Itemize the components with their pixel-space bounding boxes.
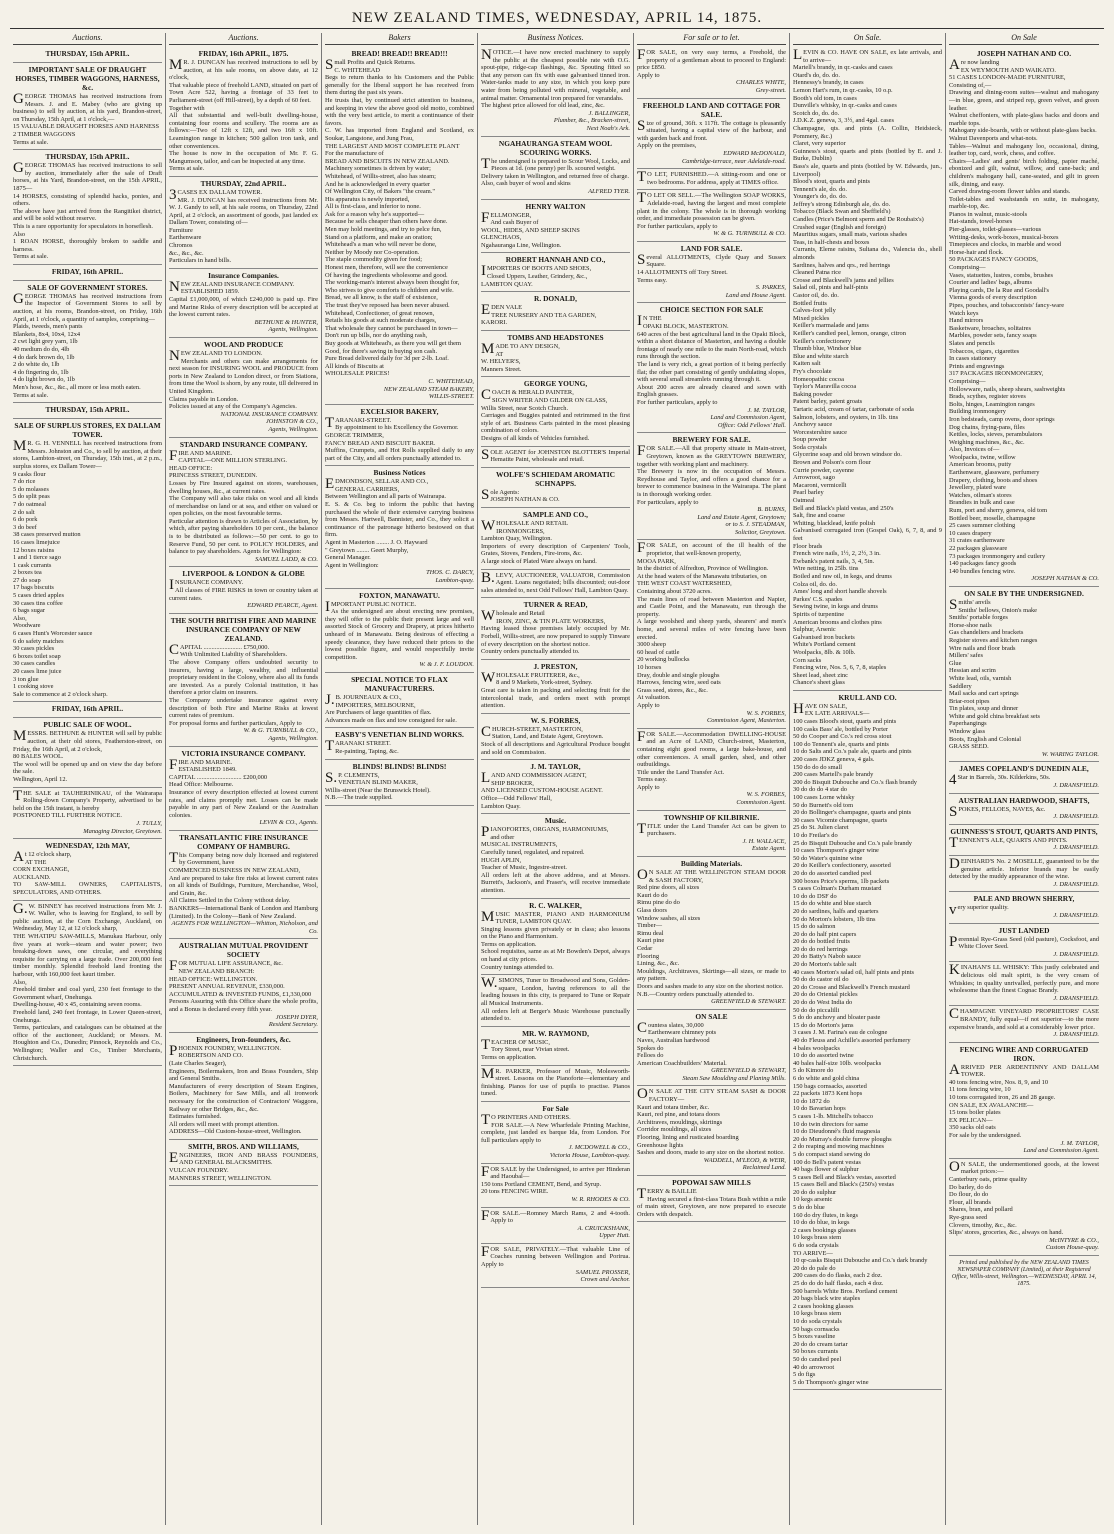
- advertisement: [169, 1033, 318, 1140]
- ad-signature: J. BALLINGER, Plumber, &c., Bracken-street, Next Noah's Ark.: [553, 109, 630, 132]
- ad-body: FOR SALE, on account of the ill health of the proprietor, that well-known property, MOOA PARK, In the district of Alfredton, Province of Wellington. At the head waters of the Manawatu tributaries, on THE WEST COAST WATERSHED, Containing about 3720 acres. The main lines of road between Masterton and Napier, and Castle Point, and the Manawatu, run through the property. A large woolshed and sheep yards, shearers' and men's home, and several miles of wire fencing have been erected. 3000 sheep 60 head of cattle 20 working bullocks 10 horses Dray, double and single ploughs Harrows, fencing wire, seed oats Grass seed, stores, &c., &c. At valuation. Apply to: [637, 540, 786, 709]
- ad-signature: C. WHITEHEAD, NEW ZEALAND STEAM BAKERY, WILLIS-STREET.: [383, 377, 474, 401]
- column: [790, 33, 946, 1525]
- advertisement: [481, 1102, 630, 1164]
- ad-title: J. PRESTON,: [533, 661, 578, 671]
- advertisement: [169, 939, 318, 1032]
- ad-body: ON SALE AT THE WELLINGTON STEAM DOOR & SASH FACTORY, Red pine doors, all sizes Kauri do do Rimu pine do do Glass doors Window sashes, all sizes Timber— Rimu deal Kauri pine Cedar Flooring Lining, &c., &c. Mouldings, Architraves, Skirtings—all sizes, or made to any pattern. Doors and sashes made to any size on the shortest notice. N.B.—Country orders punctually attended to.: [637, 867, 786, 998]
- advertisement: [637, 99, 786, 170]
- ad-title: LAND FOR SALE.: [680, 243, 743, 253]
- ad-body: Small Profits and Quick Returns. C. WHITEHEAD Begs to return thanks to his Customers and the Public generally for the liberal support he has received from them during the past six years. He trusts that, by continued strict attention to business, and keeping in view the above good old motto, combined with the very best article, to merit a continuance of their favors. C. W. has imported from England and Scotland, ex Soukar, Langstone, and Jung Frau, THE LARGEST AND MOST COMPLETE PLANT For the manufacture of BREAD AND BISCUITS IN NEW ZEALAND. Machinery sometimes is driven by water; Whitehead, of Willis-street, also has steam; And he is acknowledged in every quarter Of Wellington City, of Bakers "the cream." His apparatus is newly imported, All is first-class, and inferior to none. Ask for a reason why he's supported— Because he sells cheaper than others have done. Men may hold meetings, and try to pelce fun, Stand on a platform, and make an oration; Whitehead's a man who will never be done, Neither by Moody nor Co-operation. The staple commodity given for food; Honest men, therefore, will see the convenience Of having the ingredients wholesome and good. The working-man's interest always been thought for, Who strives to give comforts to children and wife. Bread, we all know, is the staff of existence, The trust they've reposed has been never abused. Whitehead, Confectioner, of great renown, Retails his goods at such moderate charges, That wholesale they cannot be purchased in town— Don't run up bills, nor do anything rash, Buy goods at Whitehead's, as there you will get them Good, for there's saving in buying son cash. Pure Bread delivered daily for 3d per 2-lb. Loaf. All kinds of Biscuits at WHOLESALE PRICES!: [325, 57, 474, 378]
- section-heading: On Sale.: [793, 33, 942, 45]
- ad-body: Several ALLOTMENTS, Clyde Quay and Sussex Square. 14 ALLOTMENTS off Tory Street. Terms easy.: [637, 251, 786, 284]
- advertisement: [13, 281, 162, 403]
- ad-title: R. DONALD,: [534, 294, 577, 304]
- advertisement: [13, 901, 162, 1066]
- advertisement: [481, 508, 630, 570]
- ad-body: FOR SALE.—All that property situate in Main-street, Greytown, known as the GREYTOWN BREWERY, together with working plant and machinery. The Brewery is now in the occupation of Messrs. Reydhouse and Taylor, and offers a good chance for a brewer to commence business in the Wairarapa. The plant is in thorough working order. For particulars, apply to: [637, 443, 786, 506]
- ad-title: THURSDAY, 15th APRIL.: [45, 49, 130, 58]
- ad-body: LAND AND COMMISSION AGENT, SHIP BROKER, AND LICENSED CUSTOM-HOUSE AGENT. Office—Odd Fellows' Hall, Lambton Quay.: [481, 770, 603, 810]
- ad-signature: W. & G. TURNBULL & CO., Agents, Wellington.: [243, 727, 318, 742]
- advertisement: [637, 1176, 786, 1222]
- ad-body: FIRE AND MARINE. ESTABLISHED 1849. CAPITAL ............................ £200,000 Head Office: Melbourne. Insurance of every description effected at lowest current rates, and claims promptly met. Losses can be made payable in any part of New Zealand or the Australian colonies.: [169, 756, 318, 819]
- ad-body: W.SIMONS, Tuner to Broadwood and Sons, Golden-square, London, having references to all the leading houses in this city, is prepared to Tune or Repair all Musical Instruments. All orders left at Berger's Music Warehouse punctually attended to.: [481, 975, 630, 1023]
- advertisement: [481, 200, 630, 254]
- ad-title: FREEHOLD LAND AND COTTAGE FOR SALE.: [642, 100, 781, 119]
- ad-signature: McINTYRE & CO., Custom House-quay.: [1045, 1236, 1099, 1252]
- ad-title: STANDARD INSURANCE COMPANY.: [179, 439, 308, 449]
- ad-body: WHOLESALE AND RETAIL IRONMONGERS, Lambton Quay, Wellington. Importers of every description of Carpenters' Tools, Grates, Stoves, Fenders, Fire-irons, &c. A large stock of Plated Ware always on hand.: [481, 517, 630, 565]
- ad-title: Business Notices: [373, 468, 426, 478]
- ad-title: JOSEPH NATHAN AND CO.: [976, 49, 1072, 58]
- advertisement: [325, 466, 474, 588]
- advertisement: [637, 47, 786, 99]
- ad-body: Wholesale and Retail IRON, ZINC, & TIN PLATE WORKERS, Having leased those premises lately occupied by Mr. Forbell, Willis-street, are now prepared to supply Tinware of every description on the shortest notice. Country orders punctually attended to.: [481, 608, 630, 656]
- ad-body: TARANAKI-STREET. By appointment to his Excellency the Governor. GEORGE TRIMMER, FANCY BREAD AND BISCUIT BAKER. Muffins, Crumpets, and Hot Rolls supplied daily to any part of the City, and all orders punctually attended to.: [325, 414, 474, 462]
- advertisement: [481, 814, 630, 898]
- ad-signature: SAMUEL PROSSER, Crown and Anchor.: [575, 1268, 630, 1284]
- advertisement: [949, 892, 1099, 923]
- ad-title: For Sale: [542, 1103, 569, 1113]
- ad-title: ON SALE BY THE UNDERSIGNED.: [964, 588, 1084, 598]
- ad-signature: EDWARD McDONALD, Cambridge-terrace, near Adelaide-road.: [681, 149, 786, 165]
- ad-body: very superior quality.: [949, 902, 1009, 919]
- section-heading: Bakers: [325, 33, 474, 45]
- section-heading: For sale or to let.: [637, 33, 786, 45]
- ad-title: TOWNSHIP OF KILBIRNIE.: [663, 812, 760, 822]
- column-container: [10, 33, 1104, 1525]
- ad-body: MUSIC MASTER, PIANO AND HARMONIUM TUNER, LAMBTON QUAY. Singing lessons given privately or in class; also lessons on the Piano and Harmonium. Terms on application. School requisites, same as at Mr Bowden's Depot, always on hand at city prices. Country tunings attended to.: [481, 908, 630, 971]
- masthead: NEW ZEALAND TIMES, WEDNESDAY, APRIL 14, 1875.: [10, 8, 1104, 29]
- ad-title: FOXTON, MANAWATU.: [359, 590, 440, 600]
- ad-body: IMPORTANT PUBLIC NOTICE. As the undersigned are about erecting new premises, they will offer to the public their present large and well assorted Stock of Grocery and Drapery, at prices hitherto unheard of in Manawatu. Being desirous of effecting a speedy clearance, they have reduced their prices to the lowest possible figure, and would respectfully invite competition.: [325, 598, 474, 661]
- advertisement: [637, 1010, 786, 1087]
- ad-signature: J. DRANSFIELD.: [1053, 994, 1099, 1002]
- advertisement: [637, 1086, 786, 1176]
- advertisement: [325, 728, 474, 759]
- ad-title: FRIDAY, 16th APRIL.: [51, 266, 124, 276]
- ad-body: Smiths' anvils Smiths' bellows, Onion's make Smiths' portable forges Horse-shoe nails Gas chandeliers and brackets Register stoves and kitchen ranges Wire nails and floor brads Millers' safes Glue Hessian and scrim White lead, oils, varnish Saddlery Mail sacks and cart springs Briar-root pipes Tin plates, soup and dinner White and gold china breakfast sets Paperhangings Window glass Boots, English and Colonial GRASS SEED.: [949, 596, 1041, 751]
- ad-body: ON SALE, the undermentioned goods, at the lowest market prices:— Canterbury oats, prime quality Do barley, do do Do flour, do do Flour, all brands Shares, bran, and pollard Rye-grass seed Clovers, timothy, &c., &c. Slips' stores, groceries, &c., always on hand.: [949, 1158, 1099, 1237]
- advertisement: [481, 1066, 630, 1102]
- advertisement: [637, 433, 786, 540]
- advertisement: [481, 660, 630, 714]
- column: [166, 33, 322, 1525]
- ad-title: JUST LANDED: [998, 925, 1050, 935]
- ad-body: FOR SALE by the Undersigned, to arrive per Hinderan and Haoubal— 150 tons Portland CEMENT, Bend, and Syrup. 20 tons FENCING WIRE.: [481, 1163, 630, 1196]
- advertisement: [13, 150, 162, 265]
- advertisement: [169, 1140, 318, 1186]
- advertisement: [637, 540, 786, 728]
- advertisement: [949, 924, 1099, 963]
- ad-body: INSURANCE COMPANY. All classes of FIRE RISKS in town or country taken at current rates.: [169, 577, 318, 602]
- ad-body: The undersigned is prepared to Scour Wool, Locks, and Pieces at 1d. (one penny) per lb. scoured weight. Delivery taken in Wellington, and returned free of charge. Also, cash buyer of wool and skins: [481, 155, 630, 188]
- ad-body: NEW ZEALAND TO LONDON. Merchants and others can make arrangements for next season for INSURING WOOL and PRODUCE from ports in New Zealand to London direct, or from Stations, from time the Wool is shorn, by any route, till delivered in United Kingdom. Claims payable in London. Policies issued at any of the Company's Agencies.: [169, 348, 318, 411]
- ad-body: FOR MUTUAL LIFE ASSURANCE, &c. NEW ZEALAND BRANCH: HEAD OFFICE: WELLINGTON. PRESENT ANNUAL REVENUE, £330,000. ACCUMULATED & INVESTED FUNDS, £1,330,000 Persons Assuring with this Office share the whole profits, and a Bonus is declared every fifth year.: [169, 958, 318, 1013]
- ad-signature: A. CRUICKSHANK, Upper Hutt.: [577, 1224, 630, 1240]
- advertisement: [13, 419, 162, 702]
- advertisement: [169, 47, 318, 177]
- ad-body: TENNENT'S ALE, QUARTS AND PINTS.: [949, 834, 1068, 851]
- advertisement: [481, 598, 630, 660]
- advertisement: [325, 760, 474, 806]
- advertisement: [169, 747, 318, 831]
- ad-body: Perennial Rye-Grass Seed (old pasture), Cocksfoot, and White Clover Seed.: [949, 933, 1099, 951]
- ad-body: SPOKES, FELLOES, NAVES, &c.: [949, 803, 1046, 820]
- ad-body: GEORGE THOMAS has received instructions from the Inspector of Government Stores to sell by auction, at his rooms, Brandon-street, on Friday, 16th April, at 1 o'clock, a quantity of samples, comprising— Plaids, tweeds, men's pants Blankets, 8x4, 10x4, 12x4 2 cwt light grey yarn, 1lb 40 medium do do, 4lb 4 do dark brown do, 1lb 2 do white do, 1lb 4 do fingering do, 1lb 4 do light brown do, 1lb Men's hose, &c., &c., all more or less moth eaten. Terms at sale.: [13, 290, 162, 399]
- ad-body: ARRIVED PER ARDENTINNY AND DALLAM TOWER. 40 tons fencing wire, Nos. 8, 9, and 10 11 tons fencing wire, 10 10 tons corrugated iron, 26 and 28 gauge. ON SALE, EX AVALANCHE— 15 tons boiler plates EX PELICAN— 350 sacks old oats For sale by the undersigned.: [949, 1061, 1099, 1140]
- advertisement: [169, 567, 318, 613]
- ad-body: KINAHAN'S LL WHISKY: This justly celebrated and delicious old malt spirit, is the very cream of Whiskies; in quality unrivalled, perfectly pure, and more wholesome than the finest Cognac Brandy.: [949, 962, 1099, 995]
- advertisement: [13, 63, 162, 150]
- advertisement: [481, 137, 630, 200]
- ad-signature: J. DRANSFIELD.: [1053, 1031, 1099, 1039]
- ad-title: R. C. WALKER,: [529, 900, 582, 910]
- advertisement: [949, 1006, 1099, 1042]
- ad-title: FRIDAY, 16th APRIL.: [51, 704, 124, 714]
- ad-signature: J. TULLY, Managing Director, Greytown.: [83, 819, 162, 835]
- ad-body: FOR SALE.—Romney March Rams, 2 and 4-tooth. Apply to: [481, 1207, 630, 1225]
- ad-title: CHOICE SECTION FOR SALE: [659, 305, 764, 315]
- advertisement: [481, 1027, 630, 1066]
- ad-title: GUINNESS'S STOUT, QUARTS AND PINTS,: [950, 826, 1098, 836]
- ad-title: Building Materials.: [680, 859, 743, 869]
- ad-signature: CHARLES WHITE, Grey-street.: [735, 79, 786, 94]
- ad-body: Countess slates, 30,000 Earthenware chimney pots Naves, Australian hardwood Spokes do Felloes do American Coachbuilders' Material.: [637, 1019, 727, 1067]
- ad-body: J.B. JOURNEAUX & CO., IMPORTERS, MELBOURNE, Are Purchasers of large quantities of flax. Advances made on flax and tow consigned for sale.: [325, 691, 457, 724]
- ad-title: THURSDAY, 15th APRIL.: [45, 405, 130, 415]
- ad-body: MR. G. H. VENNELL has received instructions from Messrs. Johnston and Co., to sell by auction, at their stores, Lambton-street, on Thursday, 15th inst., at 2 p.m., surplus stores, ex Dallam Tower— 9 casks flour 7 do rice 5 do molasses 5 do split peas 7 do oatmeal 2 do salt 6 do pork 3 do beef 38 cases preserved mutton 16 cases limejuice 12 boxes raisins 1 and 1 tierce sago 1 cask currants 2 boxes tea 27 do soap 17 bags biscuits 5 cases dried apples 30 cases tins coffee 6 bags sugar Also, Woodware 6 cases Hunt's Worcester sauce 6 do safety matches 30 cases pickles 6 boxes toilet soap 30 cases candles 20 cases lime juice 3 ton glue 1 cooking stove Sale to commence at 2 o'clock sharp.: [13, 438, 162, 698]
- ad-signature: J. H. WALLACE, Estate Agent.: [742, 837, 786, 853]
- advertisement: [637, 857, 786, 1010]
- advertisement: [169, 177, 318, 269]
- advertisement: [637, 190, 786, 242]
- advertisement: [481, 899, 630, 976]
- ad-body: IMPORTERS OF BOOTS AND SHOES, Closed Uppers, Leather, Grindery, &c., LAMBTON QUAY.: [481, 263, 592, 288]
- advertisement: [637, 303, 786, 433]
- section-heading: On Sale: [949, 33, 1099, 45]
- ad-title: MR. W. RAYMOND,: [522, 1028, 589, 1038]
- ad-title: WEDNESDAY, 12th MAY,: [45, 841, 130, 851]
- ad-body: TO LET, FURNISHED.—A sitting-room and one or two bedrooms. For address, apply at TIMES office.: [637, 169, 786, 186]
- ad-body: This Company being now duly licensed and registered by Government, have COMMENCED BUSINESS IN NEW ZEALAND, And are prepared to take fire risks at lowest current rates on all kinds of Buildings, Furniture, Merchandise, Wool, and Grain, &c. All Claims Settled in the Colony without delay. BANKERS—International Bank of London and Hamburg (Limited). In the Colony—Bank of New Zealand.: [169, 849, 318, 920]
- ad-title: J. M. TAYLOR,: [530, 762, 581, 772]
- ad-signature: S. PARKES, Land and House Agent.: [725, 284, 786, 299]
- advertisement: [13, 718, 162, 787]
- ad-body: Sole Agents: JOSEPH NATHAN & CO.: [481, 486, 560, 504]
- ad-signature: J. DRANSFIELD.: [1053, 880, 1099, 888]
- ad-body: TO LET OR SELL.—The Wellington SOAP WORKS, Adelaide-road, having the largest and most complete plant in the colony. The whole is in thorough working order, and immediate possession can be given. For further particulars, apply to: [637, 190, 786, 230]
- ad-body: MADE TO ANY DESIGN, AT W. HELYER'S, Manners Street.: [481, 341, 560, 373]
- ad-body: NEW ZEALAND INSURANCE COMPANY. ESTABLISHED 1859. Capital £1,000,000, of which £240,000 is paid up. Fire and Marine Risks of every description will be accepted at the lowest current rates.: [169, 278, 318, 319]
- ad-body: B.LEVY, AUCTIONEER, VALUATOR, Commission Agent. Loans negotiated; bills discounted; out-door sales attended to, next Odd Fellows' Hall, Lambton Quay.: [481, 569, 630, 594]
- ad-signature: THOS. C. DARCY, Lambton-quay.: [426, 569, 474, 584]
- ad-body: PIANOFORTES, ORGANS, HARMONIUMS, and other MUSICAL INSTRUMENTS, Carefully tuned, regulated, and repaired. HUGH APLIN, Teacher of Music, Ingestre-street. All orders left at the above address, and at Messrs. Burrett's, Jackson's, and Fraser's, will receive immediate attention.: [481, 824, 630, 894]
- ad-body: HAVE ON SALE, EX LATE ARRIVALS— 100 cases Blood's stout, quarts and pints 100 casks Bass' ale, bottled by Porter 50 do Cooper and Co.'s red cross stout 100 do Tennent's ale, quarts and pints 10 do Salts and Co.'s pale ale, quarts and pints 200 cases JDKZ geneva, 4 gals. 150 do do do small 200 cases Martell's pale brandy 200 do Bisquit Dubouche and Co.'s flash brandy 30 do do do 4 star do 100 cases Lorne whisky 50 do Burnett's old tom 20 do Bollinger's champagne, quarts and pints 30 cases Vicomte champagne, quarts 25 do St. Julien claret 10 do Freilar's do 25 do Bisquit Dubouche and Co.'s pale brandy 10 cases Thompson's ginger wine 50 do Water's quinine wine 20 do Keiller's confectionery, assorted 20 do do assorted candied peel 300 boxes Price's sperms, 1lb packets 5 cases Colman's Durham mustard 10 do do DSF do 15 do do white and blue starch 20 do sardines, halfs and quarters 50 do Morton's lobsters, 1lb tins 15 do do salmon 20 do do half pint capers 20 do do bottled fruits 20 do do red herrings 20 do Batty's Nabob sauce 20 do Morton's table salt 40 cases Morton's salad oil, half pints and pints 50 do do castor oil do 20 do Crosse and Blackwell's French mustard 20 do do Oriental pickles 20 do do West India do 50 do do piccalilli 5 do do anchovy and bloater paste 15 do do Morton's jams 3 cases J. M. Farina's eau de cologne 40 do Fleuss and Achille's assorted perfumery 4 bales woolpacks 10 do do assorted twine 40 bales half-size 10lb. woolpacks 5 do Kimore do 6 do white and gold china 150 bags cornsacks, assorted 22 packets 1873 Kent hops 10 do 1872 do 10 do Bavarian hops 5 cases 1-lb. Mitchell's tobacco 10 do twin directors for same 10 do Dieudonné's fluid magnesia 20 do Murray's double furrow ploughs 2 do reaping and mowing machines 5 do compact stand sewing do 100 do Bell's patent vestas 40 bags flower of sulphur 5 cases Bell and Black's vestas, assorted 15 cases Bell and Black's (250's) vestas 20 do do sulphur 10 kegs arsenic 5 do do blue 160 do dry flutes, in kegs 10 do do blue, in kegs 2 cases bookings glasses 10 kegs brass stem 6 do soda crystals TO ARRIVE— 10 qr-casks Bisquit Dubouche and Co.'s dark brandy 20 do do pale do 200 cases do do flasks, each 2 doz. 25 do do do half flasks, each 4 doz. 500 barrels White Bros. Portland cement 20 bags black wire staples 2 cases hooking glasses 10 kegs brass stem 10 do soda crystals 50 bags cornsacks 5 boxes vaseline 20 do do cream tartar 50 boxes currants 50 do candied peel 40 do arrowroot 5 do figs 5 do Thompson's ginger wine: [793, 700, 928, 1386]
- ad-title: AUSTRALIAN MUTUAL PROVIDENT SOCIETY: [178, 941, 309, 960]
- column: [946, 33, 1102, 1525]
- ad-title: THURSDAY, 15th APRIL.: [45, 152, 130, 162]
- ad-signature: SAMUEL LADD, & CO.: [255, 555, 318, 563]
- advertisement: [949, 794, 1099, 825]
- ad-body: Are now landing EX WEYMOUTH AND WAIKATO. 51 CASES LONDON-MADE FURNITURE, Consisting of,— Drawing and dining-room suites—walnut and mahogany—in blue, green, and striped rep, green velvet, and green leather. Walnut cheffoniers, with plate-glass backs and doors and marble tops. Mahogany side-boards, with or without plate-glass backs. Walnut Davenports and what-nots. Tables—Walnut and mahogany loo, occasional, dining, leather top, card, work, chess, and coffee. Chairs—Ladies' and gents' birch folding, papier maché, ebonized and gilt, walnut, willow, and cane-back; and children's mahogany hall, cane-seated, and gilt in green silk, dining, and easy. Carved drawing-room flower tables and stands. Toilet-tables and washstands en suite, in mahogany, marble-top, &c. Pianos in walnut, music-stools Hat-stands, towel-horses Pier-glasses, toilet-glasses—various Writing-desks, work-boxes, musical-boxes Timepieces and clocks, in marble and wood Horse-hair and flock. 50 PACKAGES FANCY GOODS, Comprising— Vases, statuettes, lustres, combs, brushes Courier and ladies' bags, albums Playing cards, De la Rue and Goodall's Vienna goods of every description Pipes, pouches, and tobacconists' fancy-ware Watch keys Hand mirrors Basketware, broaches, solitaires Marbles, powder sets, fancy soaps Slates and pencils Tobaccos, cigars, cigarettes In cases stationery Prints and engravings 317 PACKAGES IRONMONGERY, Comprising— Hollowware, nails, sheep shears, sashweights Brads, scythes, register stoves Bolts, hinges, Leamington ranges Building ironmongery Iron bedsteads, camp ovens, door springs Dog chains, frying-pans, files Kettles, locks, sieves, perambulators Weighing machines, &c., &c. Also, Invoices of— Woolpacks, twine, willow American brooms, putty Earthenware, glassware, perfumery Drapery, clothing, boots and shoes Jewellery, plated ware Watches, oilman's stores Brandies in bulk and case Rum, port and sherry, geneva, old tom Bottled beer, moselle, champagne 25 cases summer clothing 10 cases drapery 31 crates earthenware 22 packages glassware 73 packages ironmongery and cutlery 140 packages fancy goods 140 bundles fencing wire.: [949, 57, 1099, 575]
- advertisement: [637, 811, 786, 857]
- column: [10, 33, 166, 1525]
- advertisement: [13, 839, 162, 901]
- advertisement: [13, 788, 162, 840]
- ad-body: EDEN VALE TREE NURSERY AND TEA GARDEN, KARORI.: [481, 302, 597, 327]
- ad-body: MESSRS. BETHUNE & HUNTER will sell by public auction, at their old stores, Featherston-street, on Friday, the 16th April, at 2 o'clock, 80 BALES WOOL. The wool will be opened up and on view the day before the sale. Wellington, April 12.: [13, 728, 162, 783]
- ad-body: 4Star in Barrels, 30s. Kilderkins, 50s.: [949, 772, 1051, 789]
- ad-signature: LEVIN & CO., Agents.: [259, 819, 318, 827]
- advertisement: [637, 242, 786, 304]
- ad-body: EDMONDSON, SELLAR AND CO., GENERAL CARRIERS, Between Wellington and all parts of Wairarapa. E. S. & Co. beg to inform the public that having purchased the whole of their extensive carrying business from Messrs. Hartwell, Bannister, and Co., they solicit a continuance of the patronage hitherto bestowed on that firm. Agent in Masterton ........ J. O. Hayward " Greytown ........ Geert Murphy, General Manager. Agent in Wellington:: [325, 476, 474, 569]
- advertisement: [949, 962, 1099, 1006]
- advertisement: [13, 702, 162, 718]
- ad-title: TRANSATLANTIC FIRE INSURANCE COMPANY OF HAMBURG.: [179, 832, 308, 851]
- ad-body: COACH & HERALD PAINTER, SIGN WRITER AND GILDER ON GLASS, Willis Street, near Scotch Church. Carriages and Buggies painted and retrimmed in the first style of art. Business Carts painted in the most pleasing combination of colors. Designs of all kinds of Vehicles furnished.: [481, 387, 630, 442]
- advertisement: [13, 47, 162, 63]
- section-heading: Business Notices.: [481, 33, 630, 45]
- advertisement: [481, 975, 630, 1027]
- ad-body: FIRE AND MARINE. CAPITAL—ONE MILLION STERLING. HEAD OFFICE: PRINCESS STREET, DUNEDIN. Losses by Fire Insured against on stores, warehouses, dwelling houses, &c., at current rates. The Company will also take risks on wool and all kinds of merchandise on land or at sea, and either on valued or open policies, on the most favourable terms. Particular attention is drawn to Articles of Association, by which, after paying shareholders 10 per cent., the balance is to be distributed as follows:—50 per cent. to go to Reserve Fund, 50 per cent. to POLICY HOLDERS, and balance to pay shareholders. Agents for Wellington:: [169, 447, 318, 556]
- advertisement: [637, 729, 786, 811]
- ad-body: At 12 o'clock sharp, AT THE CORN EXCHANGE, AUCKLAND. TO SAW-MILL OWNERS, CAPITALISTS, SPECULATORS, AND OTHERS.: [13, 849, 162, 897]
- ad-title: ON SALE: [695, 1011, 728, 1021]
- ad-title: BREWERY FOR SALE.: [672, 435, 751, 445]
- ad-title: Music.: [544, 816, 567, 826]
- ad-signature: EDWARD PEARCE, Agent.: [247, 602, 318, 610]
- ad-signature: J. DRANSFIELD.: [1053, 950, 1099, 958]
- ad-title: THURSDAY, 22nd APRIL.: [200, 178, 287, 188]
- ad-title: SAMPLE AND CO.,: [523, 509, 588, 519]
- advertisement: [949, 762, 1099, 793]
- advertisement: [481, 447, 630, 468]
- ad-signature: J. DRANSFIELD.: [1053, 844, 1099, 852]
- ad-title: WOOL AND PRODUCE: [203, 340, 284, 349]
- ad-signature: JOSEPH NATHAN & CO.: [1031, 575, 1099, 583]
- advertisement: [793, 691, 942, 1390]
- ad-body: Size of ground, 36ft. x 117ft. The cottage is pleasantly situated, having a capital view of the harbour, and with garden back and front. Apply on the premises,: [637, 117, 786, 150]
- ad-title: PALE AND BROWN SHERRY,: [973, 894, 1075, 904]
- ad-signature: W. R. RHODES & CO.: [571, 1195, 630, 1203]
- advertisement: [481, 570, 630, 599]
- ad-body: CHAMPAGNE VINEYARD PROPRIETORS' CASE BRANDY, fully equal—if not superior—to the more expensive brands, and sold at a considerably lower price.: [949, 1006, 1099, 1031]
- ad-title: SPECIAL NOTICE TO FLAX MANUFACTURERS.: [351, 674, 448, 693]
- ad-signature: GREENFIELD & STEWART, Steam Saw Moulding and Planing Mills.: [682, 1067, 786, 1082]
- advertisement: [481, 760, 630, 814]
- section-heading: Auctions.: [13, 33, 162, 45]
- ad-title: SALE OF GOVERNMENT STORES.: [27, 282, 148, 292]
- advertisement: [169, 438, 318, 568]
- advertisement: [325, 405, 474, 467]
- advertisement: [637, 169, 786, 190]
- column: [322, 33, 478, 1525]
- imprint-footer: Printed and published by the NEW ZEALAND TIMES NEWSPAPER COMPANY (Limited), at their Registered Office, Willis-street, Wellington.—WEDNESDAY, APRIL 14, 1875.: [951, 1259, 1097, 1287]
- ad-title: EXCELSIOR BAKERY,: [360, 406, 439, 416]
- ad-title: NGAHAURANGA STEAM WOOL SCOURING WORKS.: [498, 138, 613, 157]
- ad-title: Engineers, Iron-founders, &c.: [196, 1034, 291, 1044]
- ad-signature: J. DRANSFIELD.: [1053, 782, 1099, 790]
- ad-body: FOR SALE, PRIVATELY.—That valuable Line of Coaches running between Wellington and Porirua. Apply to: [481, 1243, 630, 1269]
- ad-body: IN THE OPAKI BLOCK, MASTERTON. 640 acres of the best agricultural land in the Opaki Block, within a short distance of Masterton, and having a double frontage of nearly one mile to the main North-road, which runs through the section. The land is very rich, a great portion of it being perfectly flat; the other part consisting of gently undulating slopes, with several small streamlets running through it. About 200 acres are already cleared and sown with English grasses. For further particulars, apply to: [637, 313, 786, 406]
- ad-title: PUBLIC SALE OF WOOL.: [43, 720, 132, 730]
- ad-title: KRULL AND CO.: [838, 692, 897, 702]
- ad-body: S.P. CLEMENTS, VENETIAN BLIND MAKER, Willis-street (Near the Brunswick Hotel). N.B.—The trade supplied.: [325, 769, 431, 802]
- ad-signature: W. S. FORBES, Commission Agent, Masterton.: [706, 709, 786, 725]
- ad-title: JAMES COPELAND'S DUNEDIN ALE,: [959, 764, 1089, 774]
- ad-signature: W. S. FORBES, Commission Agent.: [736, 791, 786, 807]
- advertisement: [169, 338, 318, 438]
- ad-body: TO PRINTERS AND OTHERS. FOR SALE.—A New Wharfedale Printing Machine, complete, just landed ex barque Ida, from London. For full particulars apply to: [481, 1111, 630, 1144]
- ad-body: GEORGE THOMAS has received instructions to sell by auction, immediately after the sale of Draft horses, at his Yard, Brandon-street, on the 15th APRIL, 1875— 14 HORSES, consisting of splendid hacks, ponies, and others. The above have just arrived from the Rangitikei district, and will be sold without reserve. This is a rare opportunity for speculators in horseflesh. Also 1 ROAN HORSE, thoroughly broken to saddle and harness. Terms at sale.: [13, 160, 162, 261]
- ad-body: TEACHER OF MUSIC, Tory Street, near Vivian street. Terms on application.: [481, 1036, 570, 1061]
- ad-title: IMPORTANT SALE OF DRAUGHT HORSES, TIMBER WAGGONS, HARNESS, &c.: [15, 65, 160, 92]
- advertisement: [325, 589, 474, 673]
- ad-body: MR. PARKER, Professor of Music, Molesworth-street. Lessons on the Pianoforte—elementary and finishing. Pianos for use of pupils to practise. Pianos tuned.: [481, 1065, 630, 1098]
- ad-title: W. S. FORBES,: [530, 715, 581, 725]
- ad-title: AUSTRALIAN HARDWOOD, SHAFTS,: [958, 795, 1090, 805]
- ad-body: MR. J. DUNCAN has received instructions to sell by auction, at his sale rooms, on above date, at 12 o'clock, That valuable piece of freehold LAND, situated on part of Town Acre 522, having a frontage of 33 feet to Parliament-street (off Hill-street), by a depth of 60 feet. Together with All that substantial and well-built dwelling-house, containing four rooms and scullery. The rooms are as follows:—Two of 12ft x 12ft, and two 16ft x 10ft. Leamington range in kitchen; 500 gallon iron tank, and other conveniences. The house is now in the occupation of Mr. F. G. Mangumson, tailor, and can be inspected at any time. Terms at sale.: [169, 57, 318, 173]
- ad-title: POPOWAI SAW MILLS: [672, 1178, 751, 1187]
- ad-title: HENRY WALTON: [525, 201, 586, 211]
- ad-signature: ALFRED TYER.: [588, 187, 630, 195]
- advertisement: [481, 468, 630, 508]
- advertisement: [481, 1208, 630, 1244]
- ad-title: SMITH, BROS. AND WILLIAMS,: [188, 1141, 299, 1151]
- ad-body: CHURCH-STREET, MASTERTON, Station, Land, and Estate Agent, Greytown. Stock of all descriptions and Agricultural Produce bought and sold on Commission.: [481, 723, 630, 756]
- advertisement: [325, 47, 474, 405]
- ad-title: TURNER & READ,: [523, 600, 588, 610]
- ad-signature: W. & G. TURNBULL & CO.: [713, 230, 786, 238]
- ad-title: GEORGE YOUNG,: [523, 379, 588, 389]
- ad-body: WHOLESALE FRUITERER, &c., 8 and 9 Markets, York-street, Sydney. Great care is taken in packing and selecting fruit for the intercolonial trade, and orders meet with prompt attention.: [481, 669, 630, 710]
- ad-signature: J. MCDOWELL & CO., Victoria House, Lambton-quay.: [549, 1144, 630, 1159]
- ad-signature: J. M. TAYLOR, Land and Commission Agent.: [1023, 1139, 1099, 1155]
- advertisement: [169, 831, 318, 940]
- advertisement: [481, 47, 630, 137]
- ad-title: VICTORIA INSURANCE COMPANY.: [181, 748, 306, 758]
- ad-body: G.W. BINNEY has received instructions from Mr. J. W. Waller, who is leaving for England, to sell by public auction, at the Corn Exchange, Auckland, on Wednesday, May 12, at 12 o'clock sharp, THE WHATIPU SAW-MILLS, Manukau Harbour, only five years at work—steam and water power; two breaking-down saws, one circular, and everything requisite for carrying on a large trade. Over 200,000 feet timber monthly. Splendid freehold land fronting the harbour, with 160,000 feet kauri timber. Also, Freehold timber and coal yard, 230 feet frontage to the Government wharf, Onehunga. Dwelling-house, 40 x 45, containing seven rooms. Freehold land, 240 feet frontage, in Lower Queen-street, Onehunga. Terms, particulars, and catalogues can be obtained at the office of the auctioneer, Auckland; or Messrs. M. Houghton and Co., Dunedin; Pinnock, Reynolds and Co., Wellington; Waller and Co., Timber Merchants, Christchurch.: [13, 900, 162, 1062]
- ad-body: LEVIN & CO. HAVE ON SALE, ex late arrivals, and to arrive— Martell's brandy, in qr.-casks and cases Otard's do, do. do. Hennessy's brandy, in cases Lemon Hart's rum, in qr.-casks, 10 o.p. Booth's old tom, in cases Dunville's whisky, in qr.-casks and cases Scotch do, do. do. J.D.K.Z. geneva, 3, 3½, and 4gal. cases Champagne, qts. and pints (A. Collin, Heidsieck, Pommery, &c.) Claret, very superior Guinness's stout, quarts and pints (bottled by E. and J. Burke, Dublin) Bass's ale, quarts and pints (bottled by W. Edwards, jun., Liverpool) Blood's stout, quarts and pints Tennent's ale, do. do. Younger's do, do. do. Jeffrey's strong Edinburgh ale, do. do. Tobacco (Black Swan and Sheffield's) Candles (Price's Belmont sperm and De Roubaix's) Crushed sugar (English and foreign) Mauritius sugars, small mats, various shades Teas, in half-chests and boxes Currants, Eleme raisins, Sultana do., Valencia do., shell almonds Sardines, halves and qrs., red herrings Cleaned Patna rice Crosse and Blackwell's jams and jellies Salad oil, pints and half-pints Castor oil, do. do. Bottled fruits Calves-foot jelly Mixed pickles Keiller's marmalade and jams Keiller's candied peel, lemon, orange, citron Keiller's confectionery Thumb blue, Windsor blue Blue and white starch Kaiten salt Fry's chocolate Homeopathic cocoa Taylor's Maravilla cocoa Baking powder Patent barley, patent groats Tartaric acid, cream of tartar, carbonate of soda Salmon, lobsters, and oysters, in 1lb. tins Anchovy sauce Worcestershire sauce Soup powder Soda crystals Glycerine soap and old brown windsor do. Brown and Polson's corn flour Currie powder, cayenne Arrowroot, sago Macaroni, vermicelli Pearl barley Oatmeal Bell and Black's plaid vestas, and 250's Salt, fine and coarse Whiting, blacklead, knife polish Galvanised corrugated iron (Gospel Oak), 6, 7, 8, and 9 feet Floor brads French wire nails, 1½, 2, 2½, 3 in. Ewbank's patent nails, 3, 4, 5in. Wire netting, in 25lb. tins Boiled and raw oil, in kegs, and drums Colza oil, do. do. Ames' long and short handle shovels Parkes' C.S. spades Sewing twine, in kegs and drums Spirits of turpentine American brooms and clothes pins Sulphur, Arsenic Galvanised iron buckets White's Portland cement Woolpacks, 8lb. & 10lb. Corn sacks Fencing wire, Nos. 5, 6, 7, 8, staples Sheet lead, sheet zinc Chance's sheet glass: [793, 47, 942, 687]
- advertisement: [481, 253, 630, 292]
- ad-signature: WADDELL, M'LEOD, & WEIR, Reclaimed Land.: [703, 1156, 786, 1172]
- ad-title: ROBERT HANNAH AND CO.,: [505, 255, 606, 265]
- ad-body: FOR SALE.—Accommodation DWELLING-HOUSE and an Acre of LAND, Church-street, Masterton, containing eight good rooms, a large bake-house, and other conveniences. A small garden, shed, and other outbuildings. Title under the Land Transfer Act. Terms easy. Apply to: [637, 728, 786, 791]
- ad-body: THE SALE at TAUHERINIKAU, of the Wairarapa Rolling-down Company's Property, advertised to be held on the 15th instant, is hereby POSTPONED TILL FURTHER NOTICE.: [13, 787, 162, 820]
- ad-body: ENGINEERS, IRON AND BRASS FOUNDERS, AND GENERAL BLACKSMITHS. VULCAN FOUNDRY. MANNERS STREET, WELLINGTON.: [169, 1149, 318, 1182]
- ad-title: SALE OF SURPLUS STORES, EX DALLAM TOWER.: [14, 421, 161, 440]
- advertisement: [481, 331, 630, 377]
- ad-signature: J. DRANSFIELD.: [1053, 911, 1099, 919]
- ad-body: CAPITAL ........................ £750,000. With Unlimited Liability of Shareholders. The above Company offers undoubted security to insurers, having a large, wealthy, and influential proprietary resident in the Colony, where also all its funds are invested. As a purely Colonial institution, it has therefore a prior claim on insurers. The Company undertake insurance against every description of both Fire and Marine Risks at lowest current rates of premium. For proposal forms and further particulars, Apply to: [169, 641, 318, 727]
- advertisement: [949, 1043, 1099, 1159]
- ad-body: TARANAKI STREET. Re-painting, Taping, &c.: [325, 738, 399, 755]
- ad-title: BLINDS! BLINDS! BLINDS!: [352, 761, 447, 771]
- ad-signature: BETHUNE & HUNTER, Agents, Wellington.: [254, 318, 318, 334]
- ad-signature: NATIONAL INSURANCE COMPANY. JOHNSTON & CO., Agents, Wellington.: [220, 410, 318, 433]
- advertisement: [169, 614, 318, 747]
- ad-title: TOMBS AND HEADSTONES: [507, 333, 604, 343]
- advertisement: [13, 403, 162, 419]
- ad-body: PHOENIX FOUNDRY, WELLINGTON. ROBERTSON AND CO. (Late Charles Seager), Engineers, Boilermakers, Iron and Brass Founders, Ship and General Smiths. Manufacturers of every description of Steam Engines, Boilers, Machinery for Saw Mills, and all ironwork necessary for the construction of Contractors' Waggons, Railway or other Bridges, &c., &c. Estimates furnished. All orders will meet with prompt attention. ADDRESS—Old Custom-house-street, Wellington.: [169, 1042, 318, 1136]
- ad-body: ON SALE AT THE CITY STEAM SASH & DOOR FACTORY— Kauri and totara timber, &c. Kauri, red pine, and totara doors Architraves, mouldings, skirtings Corridor mouldings, all sizes Flooring, lining and rusticated boarding Greenhouse lights Sashes and doors, made to any size on the shortest notice.: [637, 1086, 786, 1157]
- ad-signature: AGENTS FOR WELLINGTON—Whitton, Nicholson, and Co.: [171, 920, 318, 935]
- ad-title: WOLFE'S SCHIEDAM AROMATIC SCHNAPPS.: [496, 469, 615, 488]
- ad-body: FELLMONGER, And cash Buyer of WOOL, HIDES, AND SHEEP SKINS GLENCHAOS, Ngahauranga Line, Wellington.: [481, 209, 580, 249]
- ad-body: TITLE under the Land Transfer Act can be given to purchasers.: [637, 820, 786, 838]
- ad-title: LIVERPOOL & LONDON & GLOBE: [182, 569, 305, 579]
- advertisement: [325, 673, 474, 728]
- ad-signature: W. & J. F. LOUDON.: [419, 661, 474, 669]
- advertisement: [481, 292, 630, 331]
- advertisement: [169, 269, 318, 338]
- advertisement: [481, 1164, 630, 1208]
- ad-body: FOR SALE, on very easy terms, a Freehold, the property of a gentleman about to proceed to England: price £850. Apply to: [637, 47, 786, 79]
- ad-title: EASBY'S VENETIAN BLIND WORKS.: [335, 730, 464, 740]
- advertisement: [13, 265, 162, 281]
- ad-signature: J. DRANSFIELD.: [1053, 813, 1099, 821]
- column: [478, 33, 634, 1525]
- ad-title: Insurance Companies.: [208, 270, 279, 280]
- ad-signature: B. BURNS, Land and Estate Agent, Greytown; or to S. J. STEADMAN, Solicitor, Greytown.: [697, 506, 786, 536]
- ad-body: TERRY & BAILLIE Having secured a first-class Totara Bush within a mile of main street, Greytown, are now prepared to execute Orders with despatch.: [637, 1186, 786, 1218]
- ad-body: GEORGE THOMAS has received instructions from Messrs. J. and E. Mabey (who are giving up business) to sell by auction, at his yard, Brandon-street, on Thursday, 15th April, at 1 o'clock,— 15 VALUABLE DRAUGHT HORSES AND HARNESS 2 TIMBER WAGGONS Terms at sale.: [13, 91, 162, 146]
- advertisement: [481, 377, 630, 446]
- ad-title: THE SOUTH BRITISH FIRE AND MARINE INSURANCE COMPANY OF NEW ZEALAND.: [170, 615, 317, 643]
- ad-body: 3CASES EX DALLAM TOWER. MR. J. DUNCAN has received instructions from Mr. W. J. Gandy to sell, at his sale rooms, on Thursday, 22nd April, at 2 o'clock, an assortment of goods, just landed ex Dallam Tower, consisting of— Furniture Earthenware Chromos &c., &c., &c. Particulars in hand bills.: [169, 186, 318, 265]
- ad-body: DEINHARD'S No. 2 MOSELLE, guaranteed to be the genuine article. Inferior brands may be easily detected by the muddy appearance of the wine.: [949, 856, 1099, 881]
- advertisement: [949, 825, 1099, 856]
- section-heading: Auctions.: [169, 33, 318, 45]
- column: [634, 33, 790, 1525]
- ad-title: FENCING WIRE AND CORRUGATED IRON.: [959, 1044, 1089, 1063]
- advertisement: [949, 1159, 1099, 1256]
- advertisement: [949, 587, 1099, 762]
- ad-signature: JOSEPH DYER, Resident Secretary.: [268, 1013, 318, 1029]
- ad-body: NOTICE.—I have now erected machinery to supply the public at the cheapest possible rate with O.G. spout-pipe, ridge-cap flashings, &c. Spouting fitted so that any person can fix with ease galvanised tinned iron. Water-tanks made to any size, in which you keep pure water from being polluted with mineral, vegetable, and animal matter. Ornamental iron prepared for verandahs. The highest price allowed for old lead, zinc, &c.: [481, 47, 630, 110]
- advertisement: [481, 1244, 630, 1288]
- ad-title: FRIDAY, 16th APRIL, 1875.: [198, 49, 289, 58]
- advertisement: [949, 856, 1099, 892]
- advertisement: [481, 714, 630, 760]
- ad-signature: W. WARING TAYLOR.: [1041, 750, 1099, 758]
- advertisement: [949, 47, 1099, 587]
- ad-title: BREAD! BREAD!! BREAD!!!: [351, 49, 448, 58]
- ad-signature: GREENFIELD & STEWART.: [711, 998, 786, 1006]
- advertisement: [793, 47, 942, 691]
- ad-signature: J. M. TAYLOR, Land and Commission Agent, Office: Odd Fellows' Hall.: [710, 406, 786, 429]
- ad-body: SOLE AGENT for JOHNSTON BLOTTER'S Imperial Hematite Paint, wholesale and retail.: [481, 446, 630, 464]
